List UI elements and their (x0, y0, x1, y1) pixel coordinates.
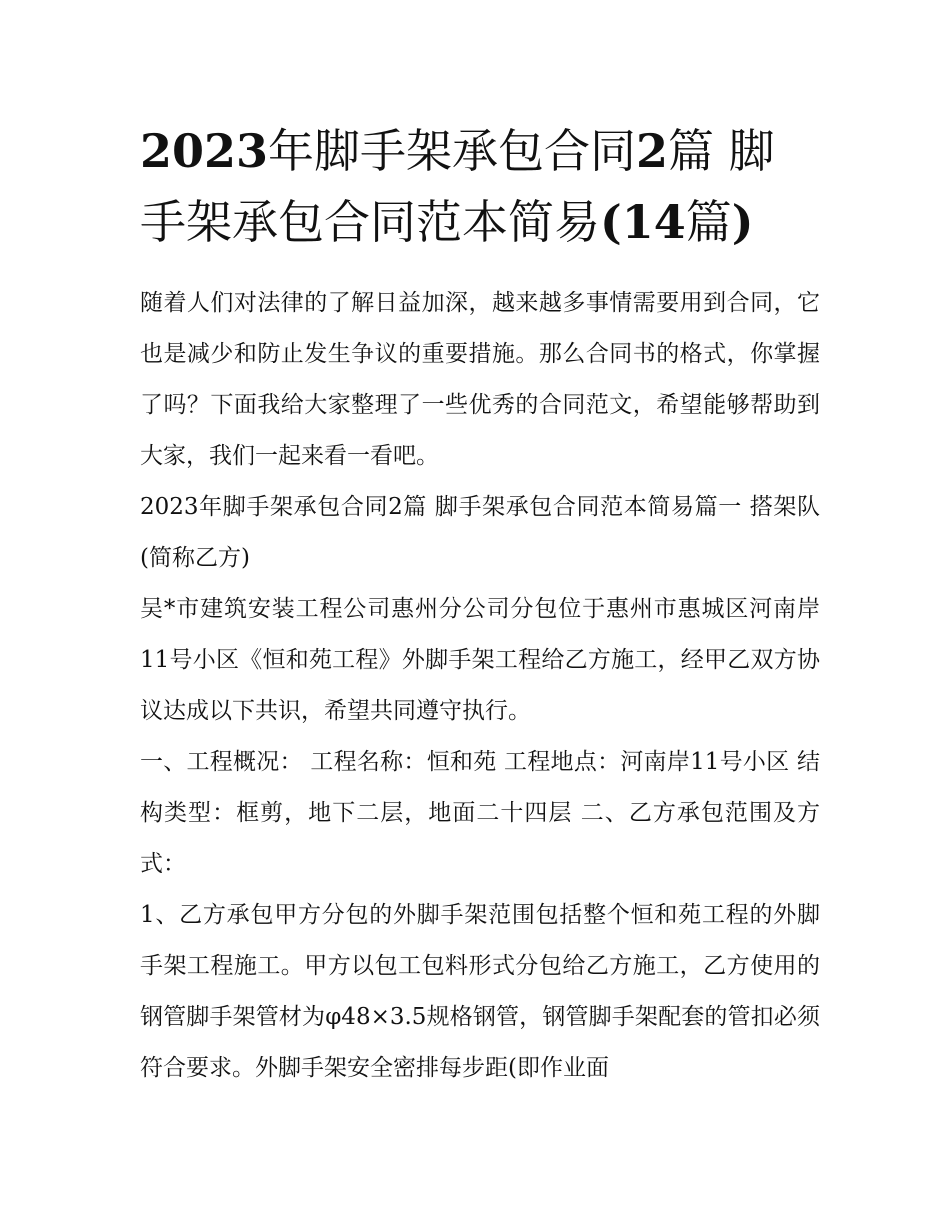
contract-parties-paragraph: 吴*市建筑安装工程公司惠州分公司分包位于惠州市惠城区河南岸11号小区《恒和苑工程》外脚手架工程给乙方施工，经甲乙双方协议达成以下共识，希望共同遵守执行。 (140, 596, 820, 724)
document-body (140, 278, 820, 1094)
project-overview-paragraph: 一、工程概况： 工程名称：恒和苑 工程地点：河南岸11号小区 结构类型：框剪，地下二层，地面二十四层 二、乙方承包范围及方式： (140, 749, 820, 877)
scope-clause-paragraph: 1、乙方承包甲方分包的外脚手架范围包括整个恒和苑工程的外脚手架工程施工。甲方以包工包料形式分包给乙方施工，乙方使用的钢管脚手架管材为φ48×3.5规格钢管，钢管脚手架配套的管扣必须符合要求。外脚手架安全密排每步距(即作业面 (140, 902, 820, 1081)
section-heading-paragraph: 2023年脚手架承包合同2篇 脚手架承包合同范本简易篇一 搭架队(简称乙方) (140, 494, 820, 571)
intro-paragraph: 随着人们对法律的了解日益加深，越来越多事情需要用到合同，它也是减少和防止发生争议的重要措施。那么合同书的格式，你掌握了吗？下面我给大家整理了一些优秀的合同范文，希望能够帮助到大家，我们一起来看一看吧。 (140, 290, 820, 469)
document-title: 2023年脚手架承包合同2篇 脚手架承包合同范本简易(14篇) (140, 124, 775, 249)
